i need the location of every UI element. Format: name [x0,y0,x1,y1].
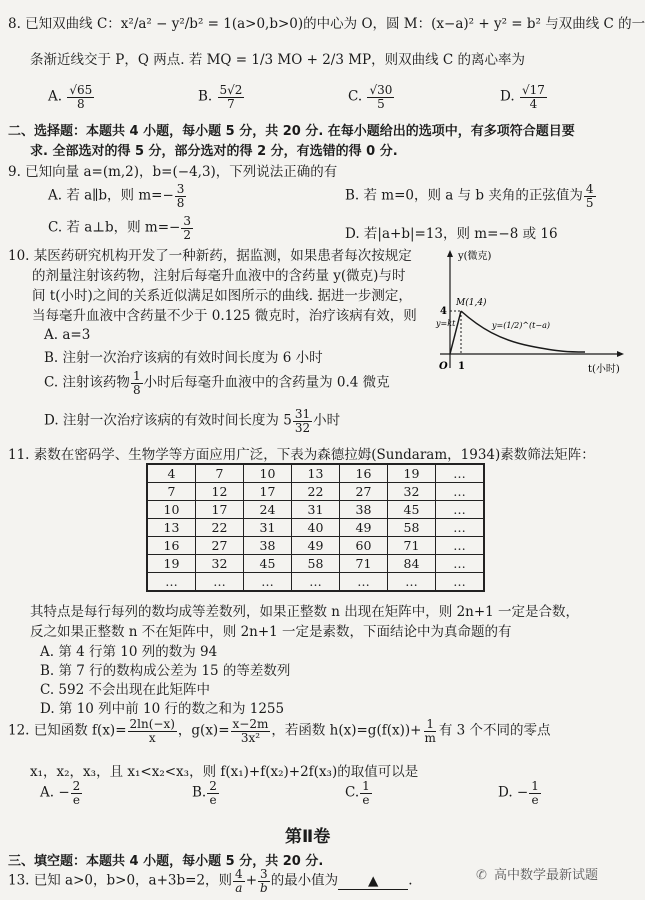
matrix-cell: 60 [340,537,388,555]
matrix-cell: … [436,501,485,519]
matrix-cell: … [340,573,388,592]
q8-option-c[interactable]: C. $\frac{√30}{5}$ [348,83,393,111]
matrix-cell: 22 [292,483,340,501]
q11-option-a[interactable]: A. 第 4 行第 10 列的数为 94 [40,644,218,660]
matrix-cell: 84 [388,555,436,573]
matrix-cell: 24 [244,501,292,519]
matrix-cell: 71 [340,555,388,573]
matrix-cell: … [436,537,485,555]
matrix-row [147,555,484,573]
decay-curve [461,311,585,352]
x-axis-label: t(小时) [588,364,620,375]
y-axis-arrow-icon [447,250,453,257]
q9-stem: 9. 已知向量 a=(m,2)，b=(−4,3)，下列说法正确的有 [8,164,338,180]
q10-option-c[interactable]: C. 注射该药物 $\frac{1}{8}$ 小时后每毫升血液中的含药量为 0.4 微克 [44,369,390,397]
matrix-cell: 12 [196,483,244,501]
q8-option-d[interactable]: D. $\frac{√17}{4}$ [500,83,545,111]
matrix-row [147,483,484,501]
y-tick-label: 4 [440,306,447,317]
matrix-cell: 22 [196,519,244,537]
q8-line1: 8. 已知双曲线 C：x²/a² − y²/b² = 1(a>0,b>0)的中心为 O，圆 M：(x−a)² + y² = b² 与双曲线 C 的一 [8,16,645,32]
q11-stem: 11. 素数在密码学、生物学等方面应用广泛，下表为森德拉姆(Sundaram，1934)素数筛法矩阵： [8,447,595,463]
q11-desc-line1: 其特点是每行每列的数均成等差数列，如果正整数 n 出现在矩阵中，则 2n+1 一定是合数， [30,604,580,620]
curve-label: y=(1/2)^(t−a) [492,321,550,330]
watermark [476,864,598,883]
matrix-cell: 71 [388,537,436,555]
matrix-row [147,537,484,555]
watermark-text: 高中数学最新试题 [494,868,599,883]
q12-option-d[interactable]: D. − $\frac{1}{e}$ [498,779,539,807]
matrix-cell: … [436,519,485,537]
section2-line2: 求. 全部选对的得 5 分，部分选对的得 2 分，有选错的得 0 分. [30,144,398,159]
q10-stem: 10. 某医药研究机构开发了一种新药，据监测，如果患者每次按规定 的剂量注射该药物，注射后每毫升血液中的含药量 y(微克)与时 间 t(小时)之间的关系近似满足如图所示的曲线. 据进一步测定， 当每毫升血液中含药量不少于 0.125 微克时，治疗该病有效，则 [8,248,417,324]
matrix-cell: 38 [340,501,388,519]
matrix-cell: 13 [292,464,340,483]
q10-graph [436,248,630,383]
q8-option-a[interactable]: A. $\frac{√65}{8}$ [48,83,93,111]
q10-option-a[interactable]: A. a=3 [44,327,91,343]
q8-option-b[interactable]: B. $\frac{5√2}{7}$ [198,83,243,111]
q11-option-b[interactable]: B. 第 7 行的数构成公差为 15 的等差数列 [40,663,291,679]
q10-option-d[interactable]: D. 注射一次治疗该病的有效时间长度为 5 $\frac{31}{32}$ 小时 [44,407,341,435]
matrix-cell: 45 [244,555,292,573]
q12-line1: 12. 已知函数 f(x)= $\frac{2\ln(-x)}{x}$ ，g(x)= $\frac{x-2m}{\text{3x²}}$ ，若函数 h(x)=g(f(x))+ $\frac{1}{m}$ 有 3 个不同的零点 [8,717,551,745]
wechat-icon: ✆ [476,868,487,883]
matrix-cell: … [196,573,244,592]
matrix-cell: 49 [340,519,388,537]
q12-option-b[interactable]: B. $\frac{2}{e}$ [192,779,217,807]
y-axis-label: y(微克) [458,251,492,262]
matrix-cell: 31 [292,501,340,519]
point-m-label: M(1,4) [456,298,487,308]
matrix-cell: 7 [147,483,196,501]
part2-title: 第Ⅱ卷 [285,827,331,847]
q8-line2: 条渐近线交于 P，Q 两点. 若 MQ = 1/3 MO + 2/3 MP，则双曲线 C 的离心率为 [30,52,526,68]
q12-line2: x₁，x₂，x₃，且 x₁<x₂<x₃，则 f(x₁)+f(x₂)+2f(x₃)的取值可以是 [30,764,419,780]
matrix-cell: 7 [196,464,244,483]
matrix-cell: … [436,573,485,592]
q13-answer-blank[interactable]: ▲ [338,873,408,890]
matrix-row [147,573,484,592]
q11-option-c[interactable]: C. 592 不会出现在此矩阵中 [40,682,210,698]
matrix-cell: 4 [147,464,196,483]
sundaram-matrix [146,463,485,592]
q9-option-d[interactable]: D. 若|a+b|=13，则 m=−8 或 16 [345,226,558,242]
q9-option-c[interactable]: C. 若 a⊥b，则 m=− $\frac{3}{2}$ [48,214,191,242]
q11-desc-line2: 反之如果正整数 n 不在矩阵中，则 2n+1 一定是素数，下面结论中为真命题的有 [30,624,512,640]
origin-label: O [439,361,448,372]
matrix-cell: … [244,573,292,592]
matrix-cell: 27 [196,537,244,555]
matrix-cell: 19 [147,555,196,573]
matrix-cell: 17 [244,483,292,501]
q10-option-b[interactable]: B. 注射一次治疗该病的有效时间长度为 6 小时 [44,350,323,366]
matrix-cell: … [292,573,340,592]
section2-line1: 二、选择题：本题共 4 小题，每小题 5 分，共 20 分. 在每小题给出的选项中，有多项符合题目要 [8,124,575,139]
q12-option-a[interactable]: A. − $\frac{2}{e}$ [40,779,81,807]
q9-option-a[interactable]: A. 若 a∥b，则 m=− $\frac{3}{8}$ [48,182,185,210]
matrix-cell: 38 [244,537,292,555]
matrix-cell: 40 [292,519,340,537]
matrix-row [147,464,484,483]
matrix-cell: 19 [388,464,436,483]
matrix-cell: 10 [147,501,196,519]
matrix-cell: 16 [147,537,196,555]
matrix-cell: 49 [292,537,340,555]
linear-segment [450,311,461,354]
q9-option-b[interactable]: B. 若 m=0，则 a 与 b 夹角的正弦值为 $\frac{4}{5}$ [345,182,594,210]
section3-heading: 三、填空题：本题共 4 小题，每小题 5 分，共 20 分. [8,854,324,869]
matrix-cell: … [436,464,485,483]
matrix-cell: … [436,555,485,573]
matrix-cell: 10 [244,464,292,483]
matrix-cell: 17 [196,501,244,519]
line-label: y=kt [436,319,456,328]
matrix-cell: 32 [196,555,244,573]
matrix-cell: … [388,573,436,592]
matrix-cell: 27 [340,483,388,501]
matrix-cell: 32 [388,483,436,501]
matrix-cell: … [436,483,485,501]
q13: 13. 已知 a>0，b>0，a+3b=2，则 $\frac{4}{a}$ + $\frac{3}{b}$ 的最小值为 ▲ . [8,867,413,895]
matrix-cell: 58 [292,555,340,573]
matrix-row [147,519,484,537]
x-axis-arrow-icon [617,351,624,357]
x-tick-label: 1 [458,361,465,372]
matrix-cell: … [147,573,196,592]
matrix-cell: 31 [244,519,292,537]
q11-option-d[interactable]: D. 第 10 列中前 10 行的数之和为 1255 [40,701,285,717]
matrix-row [147,501,484,519]
matrix-cell: 16 [340,464,388,483]
q12-option-c[interactable]: C. $\frac{1}{e}$ [345,779,370,807]
matrix-cell: 45 [388,501,436,519]
matrix-cell: 58 [388,519,436,537]
matrix-cell: 13 [147,519,196,537]
